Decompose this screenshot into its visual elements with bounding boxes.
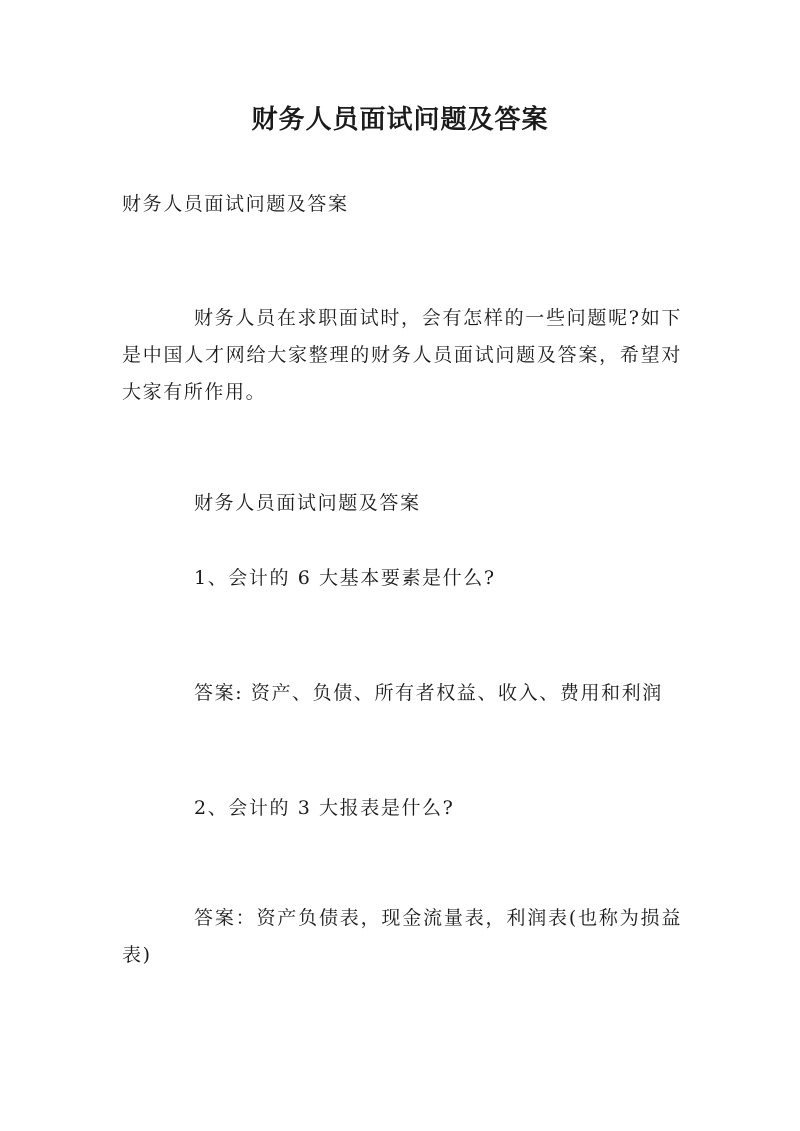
answer-2: 答案：资产负债表，现金流量表，利润表(也称为损益表) (122, 907, 682, 966)
section-heading: 财务人员面试问题及答案 (194, 492, 421, 514)
intro-paragraph: 财务人员在求职面试时，会有怎样的一些问题呢?如下是中国人才网给大家整理的财务人员面试问题及答案，希望对大家有所作用。 (122, 307, 682, 403)
document-title: 财务人员面试问题及答案 (251, 105, 549, 135)
question-2: 2、会计的 3 大报表是什么? (194, 797, 455, 819)
answer-1: 答案: 资产、负债、所有者权益、收入、费用和利润 (194, 682, 663, 704)
document-subtitle: 财务人员面试问题及答案 (122, 193, 349, 215)
question-1: 1、会计的 6 大基本要素是什么? (194, 567, 496, 589)
